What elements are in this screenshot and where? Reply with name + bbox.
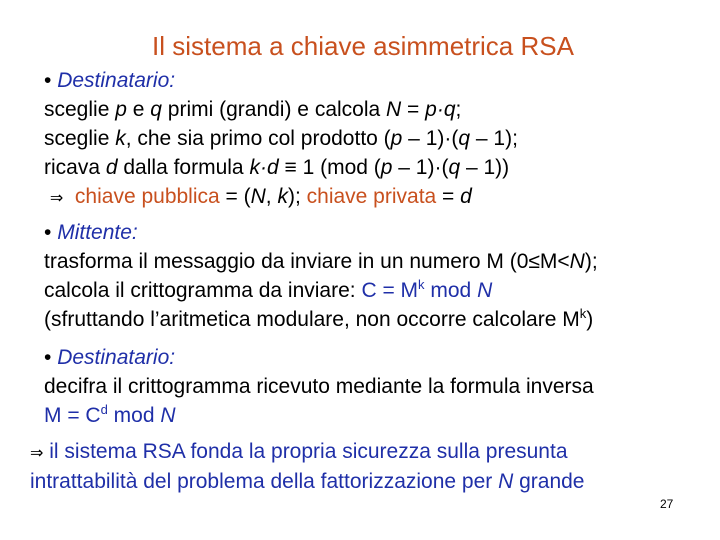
bullet: •: [44, 69, 52, 92]
recipient-line-3: ricava d dalla formula k·d ≡ 1 (mod (p – 1)·(q – 1)): [44, 156, 510, 179]
bullet: •: [44, 346, 52, 369]
recipient-heading-line: [44, 66, 518, 95]
page-number: 27: [660, 497, 674, 511]
conclusion-line-2: intrattabilità del problema della fattorizzazione per N grande: [30, 470, 585, 493]
conclusion-block: [0, 437, 720, 497]
implies-arrow-icon: ⇒: [30, 443, 44, 462]
implies-arrow-icon: ⇒: [49, 188, 64, 207]
keys-line: ⇒ chiave pubblica = (N, k); chiave privata = d: [49, 185, 472, 208]
sender-line-1: trasforma il messaggio da inviare in un numero M (0≤M<N);: [44, 250, 598, 273]
recipient-block: [44, 66, 518, 211]
slide-title: Il sistema a chiave asimmetrica RSA: [152, 31, 574, 61]
decryption-heading-line: [44, 343, 594, 372]
encryption-formula: $C = M^k$ mod N: [361, 277, 493, 302]
private-key-label: chiave privata: [306, 185, 437, 208]
decryption-formula: $M = C^d$ mod N: [44, 402, 176, 427]
conclusion-line-1: ⇒ il sistema RSA fonda la propria sicurezza sulla presunta: [30, 440, 568, 463]
public-key-label: chiave pubblica: [74, 185, 220, 208]
decryption-heading: Destinatario:: [57, 346, 176, 369]
decryption-block: [44, 343, 594, 430]
sender-heading: Mittente:: [57, 221, 138, 244]
sender-line-3: (sfruttando l’aritmetica modulare, non occorre calcolare $M^k$): [44, 306, 594, 331]
recipient-line-1: sceglie p e q primi (grandi) e calcola N = p·q;: [44, 98, 462, 121]
sender-line-2: calcola il crittogramma da inviare: $C = M^k$ mod N: [44, 277, 493, 302]
recipient-heading: Destinatario:: [57, 69, 176, 92]
sender-heading-line: [44, 218, 598, 247]
sender-block: [44, 218, 598, 334]
decryption-line-1: decifra il crittogramma ricevuto mediante la formula inversa: [44, 375, 594, 398]
bullet: •: [44, 221, 52, 244]
recipient-line-2: sceglie k, che sia primo col prodotto (p – 1)·(q – 1);: [44, 127, 518, 150]
